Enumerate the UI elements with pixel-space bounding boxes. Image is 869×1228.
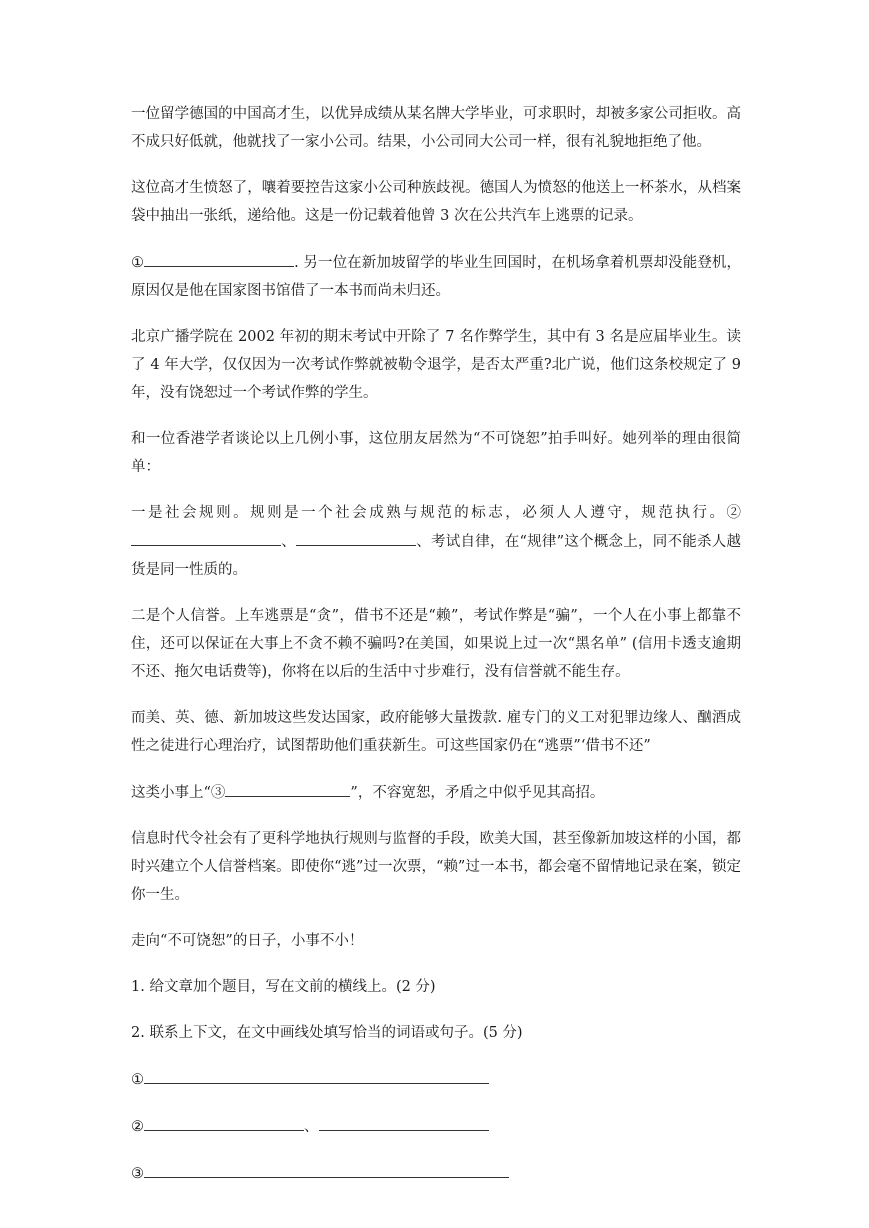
answer-line-1 xyxy=(131,1065,741,1094)
answer-2b-blank[interactable] xyxy=(319,1112,489,1131)
paragraph-6-text-b: 、考试自律，在“规律”这个概念上，同不能杀人越货是同一性质的。 xyxy=(131,534,742,578)
paragraph-3 xyxy=(131,248,741,305)
blank-2a[interactable] xyxy=(131,527,281,546)
paragraph-9 xyxy=(131,778,741,807)
paragraph-10: 信息时代令社会有了更科学地执行规则与监督的手段，欧美大国，甚至像新加坡这样的小国，都时兴建立个人信誉档案。即使你“逃”过一次票，“赖”过一本书，都会毫不留情地记录在案，锁定你一生。 xyxy=(131,831,741,903)
answer-2-separator: 、 xyxy=(304,1119,319,1135)
paragraph-9-text-a: 这类小事上“③ xyxy=(131,785,226,801)
paragraph-5: 和一位香港学者谈论以上几例小事，这位朋友居然为“不可饶恕”拍手叫好。她列举的理由很简单： xyxy=(131,431,741,475)
article-body xyxy=(131,100,741,1206)
paragraph-9-text-b: ”，不容宽恕，矛盾之中似乎见其高招。 xyxy=(350,785,605,801)
answer-3-label: ③ xyxy=(131,1166,144,1182)
paragraph-2: 这位高才生愤怒了，嚷着要控告这家小公司种族歧视。德国人为愤怒的他送上一杯茶水，从档案袋中抽出一张纸，递给他。这是一份记载着他曾 3 次在公共汽车上逃票的记录。 xyxy=(131,180,741,224)
answer-1-label: ① xyxy=(131,1072,144,1088)
paragraph-7: 二是个人信誉。上车逃票是“贪”，借书不还是“赖”，考试作弊是“骗”，一个人在小事上都靠不住，还可以保证在大事上不贪不赖不骗吗?在美国，如果说上过一次“黑名单” (信用卡透支逾期不还、拖欠电话费等)，你将在以后的生活中寸步难行，没有信誉就不能生存。 xyxy=(131,608,741,680)
blank-2b[interactable] xyxy=(296,527,416,546)
paragraph-1: 一位留学德国的中国高才生，以优异成绩从某名牌大学毕业，可求职时，却被多家公司拒收。高不成只好低就，他就找了一家小公司。结果，小公司同大公司一样，很有礼貌地拒绝了他。 xyxy=(131,106,741,150)
answer-2-label: ② xyxy=(131,1119,144,1135)
question-2: 2. 联系上下文，在文中画线处填写恰当的词语或句子。(5 分) xyxy=(131,1025,523,1041)
answer-2a-blank[interactable] xyxy=(144,1112,304,1131)
blank-2-separator: 、 xyxy=(281,534,296,550)
paragraph-8: 而美、英、德、新加坡这些发达国家，政府能够大量拨款. 雇专门的义工对犯罪边缘人、酗酒成性之徒进行心理治疗，试图帮助他们重获新生。可这些国家仍在“逃票”‘借书不还” xyxy=(131,710,741,754)
answer-line-3 xyxy=(131,1159,741,1188)
paragraph-11: 走向“不可饶恕”的日子，小事不小！ xyxy=(131,933,364,949)
blank-1[interactable] xyxy=(144,248,294,267)
question-1: 1. 给文章加个题目，写在文前的横线上。(2 分) xyxy=(131,979,436,995)
answer-3-blank[interactable] xyxy=(144,1159,509,1178)
paragraph-3-text: . 另一位在新加坡留学的毕业生回国时，在机场拿着机票却没能登机，原因仅是他在国家图书馆借了一本书而尚未归还。 xyxy=(131,255,742,299)
answer-line-2 xyxy=(131,1112,741,1141)
paragraph-4: 北京广播学院在 2002 年初的期末考试中开除了 7 名作弊学生，其中有 3 名是应届毕业生。读了 4 年大学，仅仅因为一次考试作弊就被勒令退学，是否太严重?北广说，他们这条校规定了 9 年，没有饶恕过一个考试作弊的学生。 xyxy=(131,329,741,401)
answer-1-blank[interactable] xyxy=(144,1065,489,1084)
paragraph-6-text-a: 一是社会规则。规则是一个社会成熟与规范的标志，必须人人遵守，规范执行。② xyxy=(131,505,741,521)
blank-3[interactable] xyxy=(225,778,350,797)
blank-1-label: ① xyxy=(131,255,145,271)
paragraph-6 xyxy=(131,499,741,584)
